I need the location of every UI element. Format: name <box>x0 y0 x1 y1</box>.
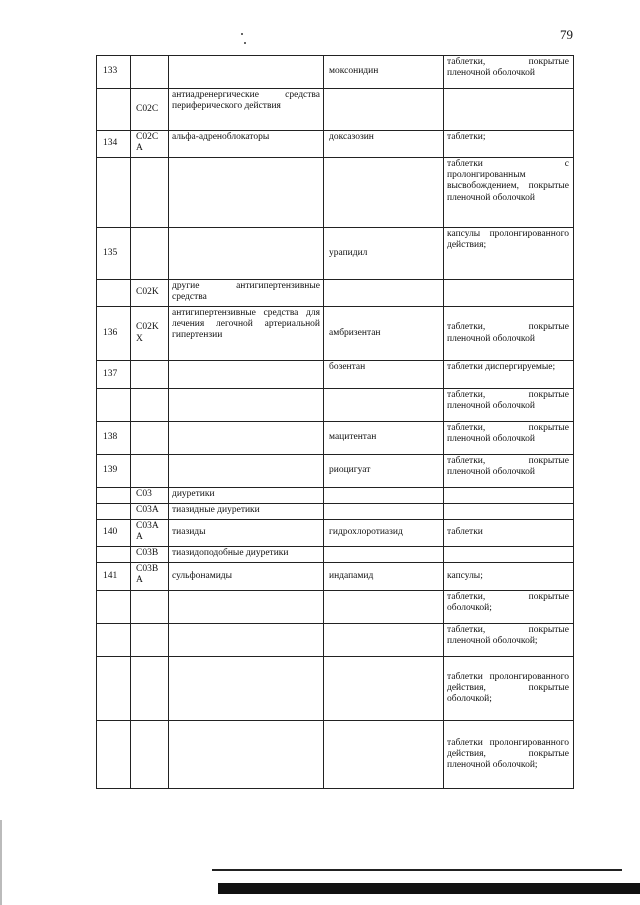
row-number <box>97 389 131 422</box>
drug-name: бозентан <box>324 361 444 389</box>
drug-name <box>324 504 444 520</box>
atc-code: C03 <box>131 488 169 504</box>
drug-name <box>324 591 444 624</box>
dosage-form: таблетки, покрытые оболочкой; <box>444 591 574 624</box>
scan-edge-mark <box>0 820 2 905</box>
dosage-form: капсулы пролонгированного действия; <box>444 228 574 280</box>
atc-code <box>131 721 169 789</box>
drug-name: мацитентан <box>324 422 444 455</box>
row-number: 140 <box>97 520 131 547</box>
drug-name: амбризентан <box>324 307 444 361</box>
drug-name: риоцигуат <box>324 455 444 488</box>
table-row <box>97 307 574 361</box>
group-name: антиадренергические средства периферического действия <box>169 89 324 131</box>
table-row <box>97 89 574 131</box>
drug-name <box>324 89 444 131</box>
dosage-form: таблетки, покрытые пленочной оболочкой <box>444 56 574 89</box>
row-number <box>97 488 131 504</box>
atc-code: C02C A <box>131 131 169 158</box>
table-row <box>97 657 574 721</box>
table-row <box>97 131 574 158</box>
dosage-form <box>444 280 574 307</box>
table-row <box>97 389 574 422</box>
table-row <box>97 721 574 789</box>
row-number <box>97 547 131 563</box>
dosage-form <box>444 504 574 520</box>
drug-table-body <box>97 56 574 789</box>
table-row <box>97 504 574 520</box>
row-number <box>97 504 131 520</box>
drug-name <box>324 657 444 721</box>
atc-code: C02K X <box>131 307 169 361</box>
table-row <box>97 455 574 488</box>
atc-code: C03B A <box>131 563 169 591</box>
dosage-form: таблетки, покрытые пленочной оболочкой <box>444 307 574 361</box>
table-row <box>97 56 574 89</box>
dosage-form: капсулы; <box>444 563 574 591</box>
group-name <box>169 455 324 488</box>
group-name <box>169 657 324 721</box>
group-name <box>169 158 324 228</box>
atc-code <box>131 56 169 89</box>
row-number: 133 <box>97 56 131 89</box>
group-name: сульфонамиды <box>169 563 324 591</box>
group-name <box>169 624 324 657</box>
drug-table <box>96 55 574 789</box>
group-name: альфа-адреноблокаторы <box>169 131 324 158</box>
dosage-form: таблетки, покрытые пленочной оболочкой <box>444 422 574 455</box>
atc-code <box>131 228 169 280</box>
drug-name <box>324 547 444 563</box>
drug-name: урапидил <box>324 228 444 280</box>
footer-rule <box>212 869 622 871</box>
atc-code <box>131 361 169 389</box>
atc-code <box>131 422 169 455</box>
scan-speck <box>244 42 246 44</box>
dosage-form: таблетки; <box>444 131 574 158</box>
drug-name <box>324 624 444 657</box>
atc-code: C02C <box>131 89 169 131</box>
row-number <box>97 721 131 789</box>
group-name <box>169 721 324 789</box>
page-number: 79 <box>560 27 573 42</box>
atc-code: C03B <box>131 547 169 563</box>
table-row <box>97 158 574 228</box>
dosage-form: таблетки с пролонгированным высвобождением, покрытые пленочной оболочкой <box>444 158 574 228</box>
group-name: другие антигипертензивные средства <box>169 280 324 307</box>
group-name: тиазидные диуретики <box>169 504 324 520</box>
dosage-form <box>444 488 574 504</box>
table-row <box>97 228 574 280</box>
row-number: 136 <box>97 307 131 361</box>
group-name <box>169 361 324 389</box>
table-row <box>97 488 574 504</box>
atc-code: C02K <box>131 280 169 307</box>
table-row <box>97 361 574 389</box>
group-name <box>169 56 324 89</box>
drug-name: доксазозин <box>324 131 444 158</box>
dosage-form <box>444 89 574 131</box>
group-name: антигипертензивные средства для лечения легочной артериальной гипертензии <box>169 307 324 361</box>
drug-name <box>324 488 444 504</box>
table-row <box>97 547 574 563</box>
row-number: 139 <box>97 455 131 488</box>
atc-code <box>131 158 169 228</box>
drug-name <box>324 721 444 789</box>
row-number <box>97 591 131 624</box>
group-name <box>169 228 324 280</box>
atc-code <box>131 624 169 657</box>
footer-bar <box>218 883 640 894</box>
row-number <box>97 89 131 131</box>
row-number <box>97 657 131 721</box>
row-number: 135 <box>97 228 131 280</box>
row-number: 137 <box>97 361 131 389</box>
dosage-form: таблетки, покрытые пленочной оболочкой; <box>444 624 574 657</box>
dosage-form: таблетки диспергируемые; <box>444 361 574 389</box>
table-row <box>97 422 574 455</box>
dosage-form: таблетки пролонгированного действия, покрытые оболочкой; <box>444 657 574 721</box>
group-name: тиазидоподобные диуретики <box>169 547 324 563</box>
atc-code <box>131 389 169 422</box>
table-row <box>97 520 574 547</box>
atc-code: C03A A <box>131 520 169 547</box>
atc-code <box>131 591 169 624</box>
row-number <box>97 158 131 228</box>
scan-speck <box>241 33 243 35</box>
dosage-form <box>444 547 574 563</box>
atc-code <box>131 455 169 488</box>
row-number <box>97 280 131 307</box>
drug-name: индапамид <box>324 563 444 591</box>
table-row <box>97 280 574 307</box>
group-name <box>169 389 324 422</box>
dosage-form: таблетки пролонгированного действия, покрытые пленочной оболочкой; <box>444 721 574 789</box>
drug-name <box>324 389 444 422</box>
row-number: 138 <box>97 422 131 455</box>
group-name <box>169 591 324 624</box>
table-row <box>97 591 574 624</box>
group-name <box>169 422 324 455</box>
group-name: тиазиды <box>169 520 324 547</box>
table-row <box>97 563 574 591</box>
atc-code <box>131 657 169 721</box>
drug-name: моксонидин <box>324 56 444 89</box>
drug-name <box>324 158 444 228</box>
drug-name <box>324 280 444 307</box>
row-number: 141 <box>97 563 131 591</box>
dosage-form: таблетки, покрытые пленочной оболочкой <box>444 389 574 422</box>
dosage-form: таблетки <box>444 520 574 547</box>
row-number <box>97 624 131 657</box>
group-name: диуретики <box>169 488 324 504</box>
dosage-form: таблетки, покрытые пленочной оболочкой <box>444 455 574 488</box>
row-number: 134 <box>97 131 131 158</box>
table-row <box>97 624 574 657</box>
atc-code: C03A <box>131 504 169 520</box>
drug-name: гидрохлоротиазид <box>324 520 444 547</box>
